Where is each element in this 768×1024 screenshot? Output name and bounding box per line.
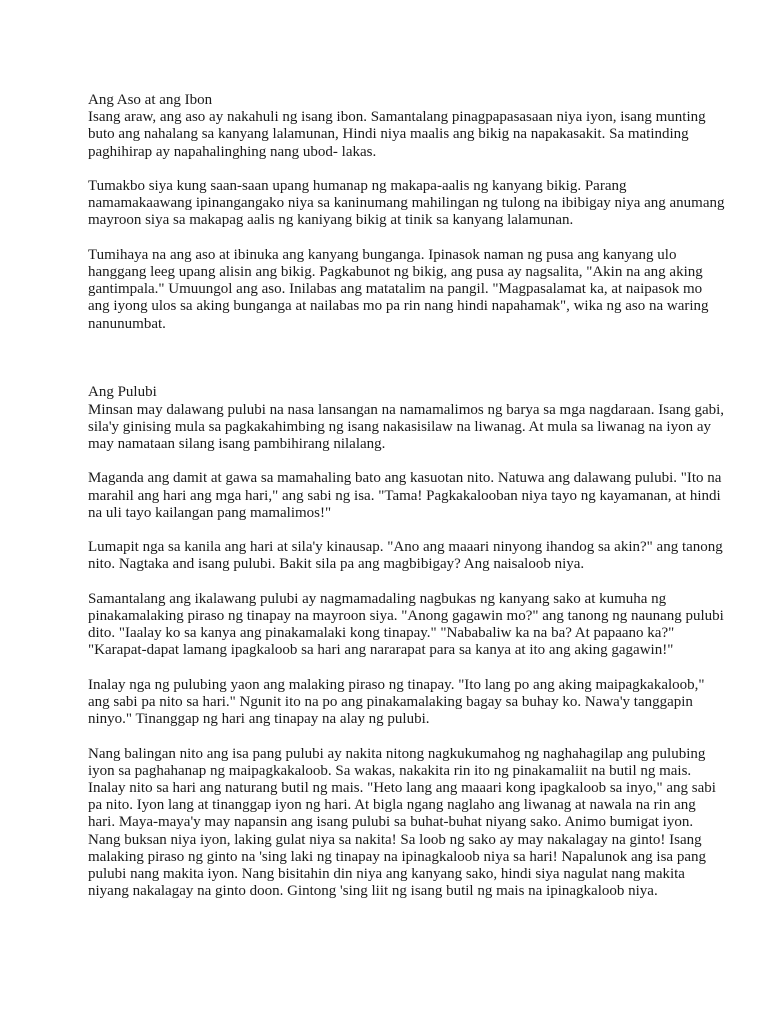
- text-line: "Karapat-dapat lamang ipagkaloob sa hari ang nararapat para sa kanya at ito ang aking gagawin!": [88, 642, 674, 659]
- story-section: [88, 384, 725, 900]
- text-line: nito. Nagtaka and isang pulubi. Bakit sila pa ang magbibigay? Ang naisaloob niya.: [88, 556, 585, 573]
- text-line: gantimpala." Umuungol ang aso. Inilabas ang matatalim na pangil. "Magpasalamat ka, at naipasok mo: [88, 281, 703, 298]
- text-line: pulubi nang makita iyon. Nang bisitahin din niya ang kanyang sako, hindi siya nagulat nang makita: [88, 866, 685, 883]
- text-line: pa nito. Iyon lang at tinanggap iyon ng hari. At bigla ngang naglaho ang liwanag at nawala na rin ang: [88, 797, 696, 814]
- text-line: niyang nakalagay na ginto doon. Gintong 'sing liit ng isang butil ng mais na ipinagkaloob niya.: [88, 883, 658, 900]
- text-line: Inalay nito sa hari ang naturang butil ng mais. "Heto lang ang maaari kong ipagkaloob sa inyo," ang sabi: [88, 780, 716, 796]
- story-paragraph: [88, 246, 709, 333]
- text-line: Inalay nga ng pulubing yaon ang malaking piraso ng tinapay. "Ito lang po ang aking maipagkakaloob,": [88, 676, 705, 693]
- story-paragraph: [88, 109, 706, 161]
- text-line: sila'y ginising mula sa pagkakahimbing ng isang nakasisilaw na liwanag. At mula sa liwanag na iyon ay: [88, 418, 711, 435]
- text-line: Lumapit nga sa kanila ang hari at sila'y kinausap. "Ano ang maaari ninyong ihandog sa akin?" ang tanong: [88, 539, 723, 556]
- story-section: [88, 92, 725, 333]
- document-page: [88, 92, 725, 918]
- story-paragraph: [88, 590, 724, 660]
- text-line: Tumakbo siya kung saan-saan upang humanap ng makapa-aalis ng kanyang bikig. Parang: [88, 178, 627, 194]
- story-title: Ang Aso at ang Ibon: [88, 92, 213, 108]
- text-line: ang sabi pa nito sa hari." Ngunit ito na po ang pinakamalaking bagay sa buhay ko. Nawa'y tanggapin: [88, 694, 693, 710]
- text-line: may namataan silang isang pambihirang nilalang.: [88, 436, 386, 453]
- text-line: marahil ang hari ang mga hari," ang sabi ng isa. "Tama! Pagkakalooban niya tayo ng kayamanan, at hindi: [88, 487, 721, 504]
- story-paragraph: [88, 676, 705, 729]
- text-line: mayroon siya sa makapag aalis ng kaniyang bikig at tinik sa kanyang lalamunan.: [88, 212, 574, 229]
- text-line: ang iyong ulos sa aking bunganga at nailabas mo pa rin nang hindi napahamak", wika ng aso na waring: [88, 298, 709, 315]
- text-line: buto ang nahalang sa kanyang lalamunan, Hindi niya maalis ang bikig na napakasakit. Sa matinding: [88, 126, 689, 143]
- text-line: ninyo." Tinanggap ng hari ang tinapay na alay ng pulubi.: [88, 711, 430, 728]
- story-paragraph: [88, 178, 725, 230]
- text-line: Minsan may dalawang pulubi na nasa lansangan na namamalimos ng barya sa mga nagdaraan. Isang gabi,: [88, 401, 725, 418]
- text-line: iyon sa paghahanap ng maipagkakaloob. Sa wakas, nakakita rin ito ng pinakamaliit na butil ng mais.: [88, 762, 692, 779]
- text-line: Isang araw, ang aso ay nakahuli ng isang ibon. Samantalang pinagpapasasaan niya iyon, isang munting: [88, 109, 706, 126]
- text-line: hari. Maya-maya'y may napansin ang isang pulubi sa buhat-buhat niyang sako. Animo bumigat iyon.: [88, 814, 694, 831]
- story-paragraph: [88, 539, 723, 573]
- story-paragraph: [88, 470, 722, 522]
- text-line: Samantalang ang ikalawang pulubi ay nagmamadaling nagbukas ng kanyang sako at kumuha ng: [88, 590, 667, 607]
- text-line: hanggang leeg upang alisin ang bikig. Pagkabunot ng bikig, ang pusa ay nagsalita, "Akin na ang aking: [88, 264, 703, 280]
- text-line: nanunumbat.: [88, 315, 166, 332]
- text-line: pinakamalaking piraso ng tinapay na mayroon siya. "Anong gagawin mo?" ang tanong ng naunang pulubi: [88, 608, 724, 624]
- text-line: namamakaawang ipinangangako niya sa kaninumang mahilingan ng tulong na ibibigay niya ang anumang: [88, 195, 725, 212]
- text-line: Tumihaya na ang aso at ibinuka ang kanyang bunganga. Ipinasok naman ng pusa ang kanyang ulo: [88, 246, 677, 263]
- text-line: malaking piraso ng ginto na 'sing laki ng tinapay na ipinagkaloob niya sa hari! Napalunok ang isa pang: [88, 848, 706, 865]
- story-paragraph: [88, 401, 725, 454]
- story-title: Ang Pulubi: [88, 384, 157, 401]
- text-line: Nang balingan nito ang isa pang pulubi ay nakita nitong nagkukumahog ng naghahagilap ang pulubing: [88, 745, 706, 762]
- text-line: Maganda ang damit at gawa sa mamahaling bato ang kasuotan nito. Natuwa ang dalawang pulubi. "Ito na: [88, 470, 722, 487]
- text-line: paghihirap ay napahalinghing nang ubod- lakas.: [88, 143, 377, 160]
- story-paragraph: [88, 745, 716, 901]
- text-line: na uli tayo kailangan pang mamalimos!": [88, 504, 332, 521]
- text-line: dito. "Iaalay ko sa kanya ang pinakamalaki kong tinapay." "Nababaliw ka na ba? At papaano ka?": [88, 625, 675, 642]
- text-line: Nang buksan niya iyon, laking gulat niya sa nakita! Sa loob ng sako ay may nakalagay na ginto! Isang: [88, 831, 702, 848]
